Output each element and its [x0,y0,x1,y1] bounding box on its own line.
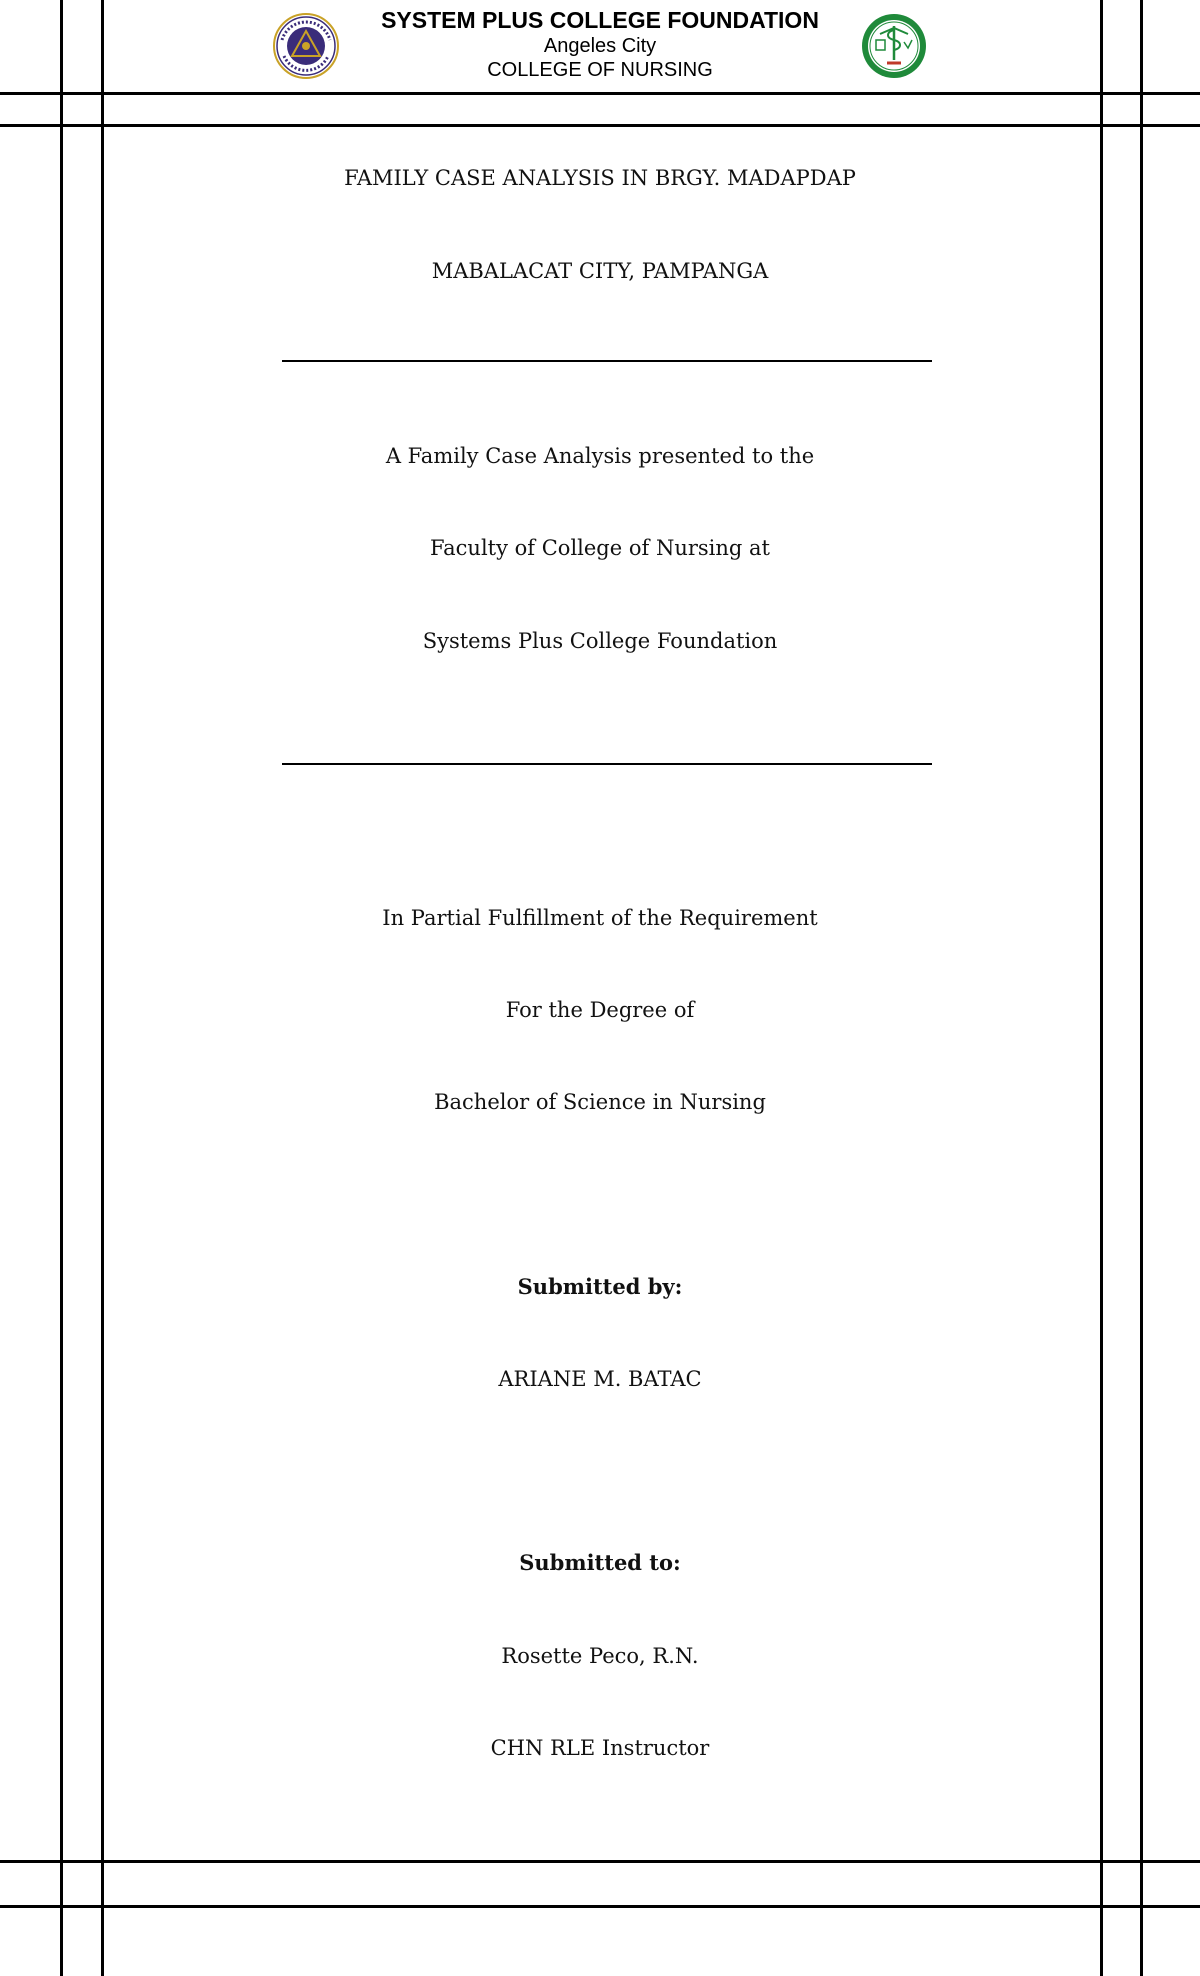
college-name: COLLEGE OF NURSING [487,59,713,81]
frame-line-horizontal-top-inner [0,124,1200,127]
frame-line-horizontal-bottom-inner [0,1860,1200,1863]
school-city: Angeles City [543,35,657,57]
frame-line-horizontal-bottom-outer [0,1905,1200,1908]
divider-line-1 [282,360,932,362]
presentation-line-3: Systems Plus College Foundation [422,629,778,653]
fulfillment-line-1: In Partial Fulfillment of the Requirement [382,906,818,930]
submitted-to-label: Submitted to: [519,1550,681,1575]
fulfillment-line-3: Bachelor of Science in Nursing [434,1090,766,1114]
frame-line-vertical-right-outer [1140,0,1143,1976]
frame-line-horizontal-top-outer [0,92,1200,95]
header-text-block [300,6,900,82]
presentation-line-1: A Family Case Analysis presented to the [385,444,815,468]
submitted-by-name: ARIANE M. BATAC [498,1367,702,1391]
divider-line-2 [282,763,932,765]
submitted-to-name: Rosette Peco, R.N. [501,1644,699,1668]
submitted-to-position: CHN RLE Instructor [490,1736,710,1760]
nursing-seal-icon [860,12,928,80]
school-name: SYSTEM PLUS COLLEGE FOUNDATION [381,7,819,33]
fulfillment-line-2: For the Degree of [505,998,695,1022]
frame-line-vertical-left-outer [60,0,63,1976]
frame-line-vertical-left-inner [101,0,104,1976]
document-header [0,0,1200,92]
presentation-line-2: Faculty of College of Nursing at [430,536,770,560]
title-line-1: FAMILY CASE ANALYSIS IN BRGY. MADAPDAP [344,166,856,190]
submitted-by-label: Submitted by: [517,1274,683,1299]
frame-line-vertical-right-inner [1100,0,1103,1976]
title-line-2: MABALACAT CITY, PAMPANGA [431,259,769,283]
